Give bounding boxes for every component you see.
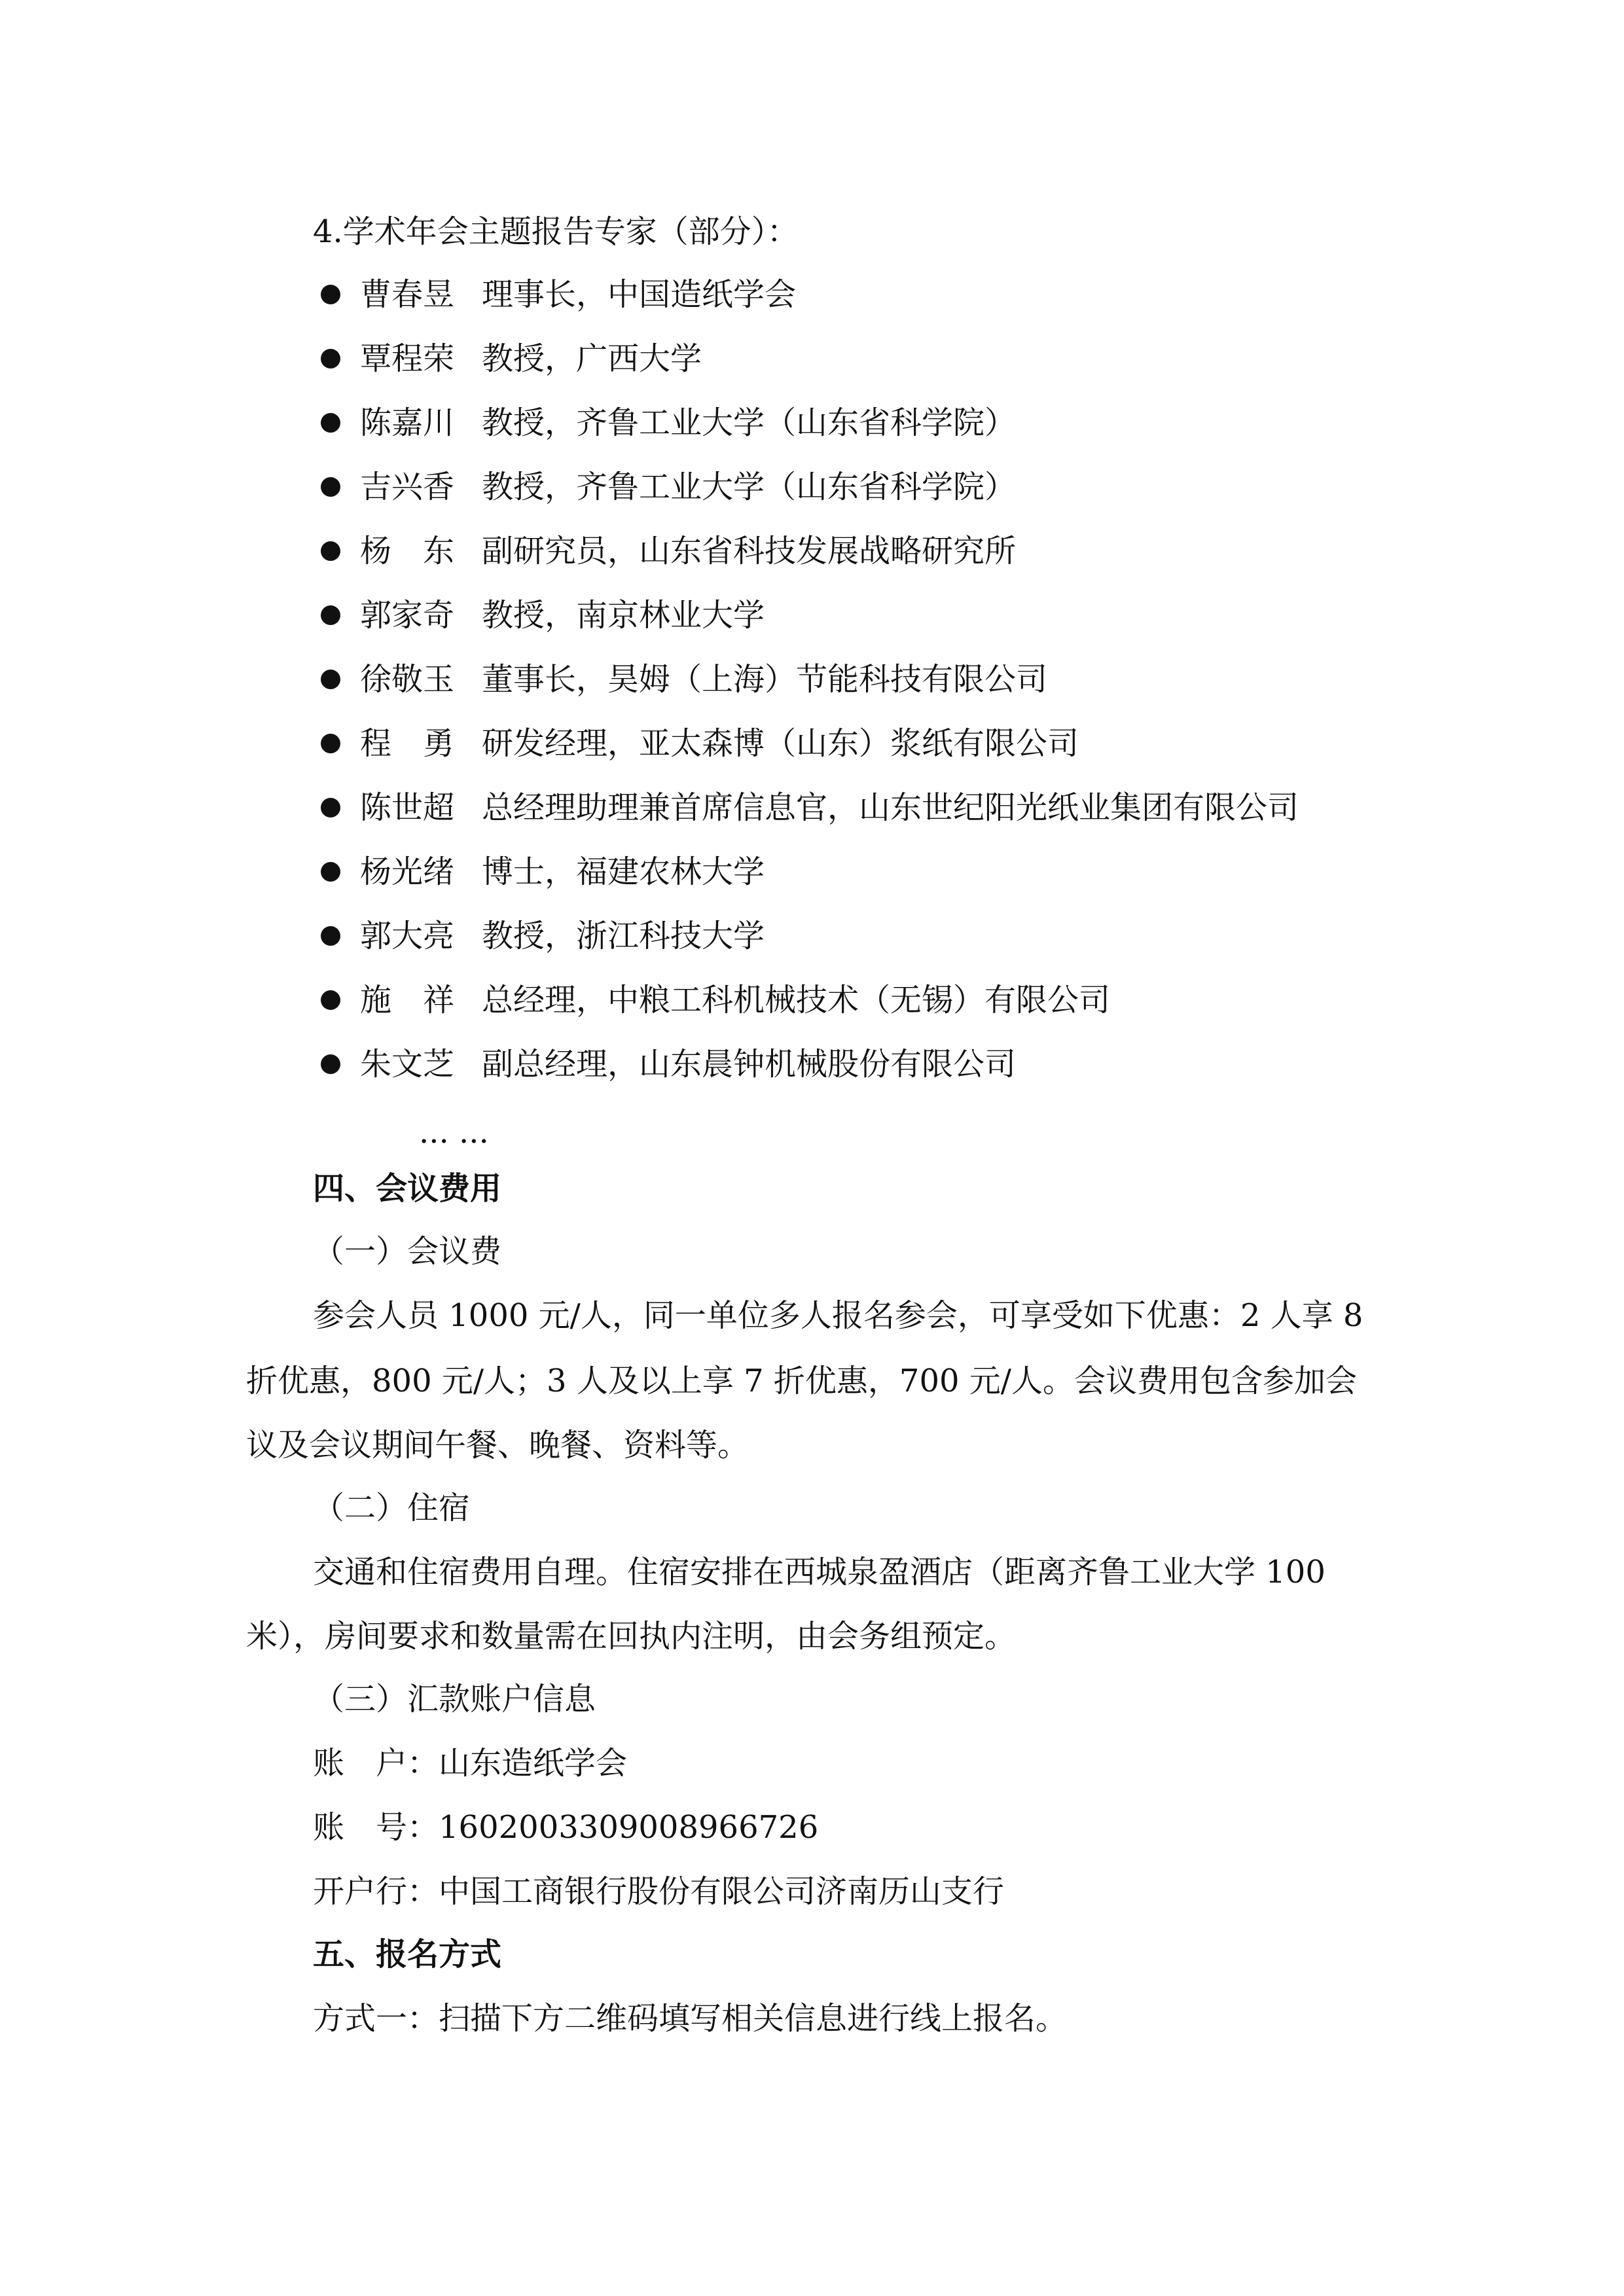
expert-item: [321, 852, 765, 891]
expert-item: [321, 916, 765, 956]
expert-description: 教授，广西大学: [482, 340, 702, 377]
expert-description: 教授，齐鲁工业大学（山东省科学院）: [482, 469, 1017, 505]
expert-name: 陈嘉川: [360, 404, 455, 441]
experts-heading: 4.学术年会主题报告专家（部分）：: [313, 213, 799, 250]
bullet-icon: [321, 1054, 340, 1074]
fee-line-1: 参会人员 1000 元/人，同一单位多人报名参会，可享受如下优惠：2 人享 8: [313, 1297, 1363, 1334]
expert-description: 副研究员，山东省科技发展战略研究所: [482, 533, 1017, 569]
expert-item: [321, 467, 1016, 507]
fee-line-2: 折优惠，800 元/人；3 人及以上享 7 折优惠，700 元/人。会议费用包含参加会: [246, 1363, 1357, 1399]
expert-item: [321, 275, 796, 314]
expert-item: [321, 531, 1016, 571]
expert-name: 杨光绪: [360, 853, 455, 890]
expert-description: 博士，福建农林大学: [482, 853, 765, 890]
bullet-icon: [321, 990, 340, 1010]
bullet-icon: [321, 734, 340, 753]
expert-name: 覃程荣: [360, 340, 455, 377]
bullet-icon: [321, 798, 340, 817]
expert-description: 副总经理，山东晨钟机械股份有限公司: [482, 1046, 1017, 1083]
meeting-fee-heading: （一）会议费: [313, 1233, 502, 1270]
expert-description: 理事长，中国造纸学会: [482, 276, 797, 313]
account-name: 账 户：山东造纸学会: [313, 1745, 628, 1782]
expert-description: 教授，浙江科技大学: [482, 918, 765, 954]
expert-name: 杨 东: [360, 533, 455, 569]
expert-item: [321, 339, 702, 378]
lodging-line-2: 米），房间要求和数量需在回执内注明，由会务组预定。: [246, 1618, 1017, 1655]
expert-description: 董事长，昊姆（上海）节能科技有限公司: [482, 661, 1048, 698]
bullet-icon: [321, 541, 340, 561]
expert-item: [321, 596, 765, 635]
bullet-icon: [321, 413, 340, 433]
expert-item: [321, 788, 1299, 827]
expert-item: [321, 1045, 1016, 1084]
account-number: 账 号：1602003309008966726: [313, 1809, 819, 1846]
lodging-line-1: 交通和住宿费用自理。住宿安排在西城泉盈酒店（距离齐鲁工业大学 100: [313, 1554, 1326, 1590]
expert-item: [321, 403, 1016, 442]
bullet-icon: [321, 349, 340, 368]
expert-description: 总经理助理兼首席信息官，山东世纪阳光纸业集团有限公司: [482, 789, 1299, 826]
expert-name: 郭家奇: [360, 597, 455, 634]
bullet-icon: [321, 477, 340, 497]
bullet-icon: [321, 285, 340, 304]
bullet-icon: [321, 862, 340, 882]
bullet-icon: [321, 605, 340, 625]
ellipsis: ... ...: [419, 1114, 489, 1151]
expert-description: 研发经理，亚太森博（山东）浆纸有限公司: [482, 725, 1079, 762]
expert-name: 施 祥: [360, 982, 455, 1018]
expert-name: 徐敬玉: [360, 661, 455, 698]
section-registration-heading: 五、报名方式: [313, 1936, 502, 1973]
expert-description: 教授，齐鲁工业大学（山东省科学院）: [482, 404, 1017, 441]
lodging-heading: （二）住宿: [313, 1490, 471, 1526]
section-fees-heading: 四、会议费用: [313, 1170, 502, 1207]
account-heading: （三）汇款账户信息: [313, 1681, 596, 1717]
expert-name: 程 勇: [360, 725, 455, 762]
expert-name: 吉兴香: [360, 469, 455, 505]
expert-item: [321, 724, 1079, 763]
expert-item: [321, 660, 1047, 699]
expert-item: [321, 980, 1110, 1020]
bullet-icon: [321, 926, 340, 946]
expert-description: 教授，南京林业大学: [482, 597, 765, 634]
expert-name: 朱文芝: [360, 1046, 455, 1083]
fee-line-3: 议及会议期间午餐、晚餐、资料等。: [246, 1427, 749, 1463]
bullet-icon: [321, 670, 340, 689]
registration-method-1: 方式一：扫描下方二维码填写相关信息进行线上报名。: [313, 2000, 1068, 2037]
expert-name: 陈世超: [360, 789, 455, 826]
expert-name: 郭大亮: [360, 918, 455, 954]
expert-description: 总经理，中粮工科机械技术（无锡）有限公司: [482, 982, 1111, 1018]
account-bank: 开户行：中国工商银行股份有限公司济南历山支行: [313, 1873, 1005, 1910]
expert-name: 曹春昱: [360, 276, 455, 313]
